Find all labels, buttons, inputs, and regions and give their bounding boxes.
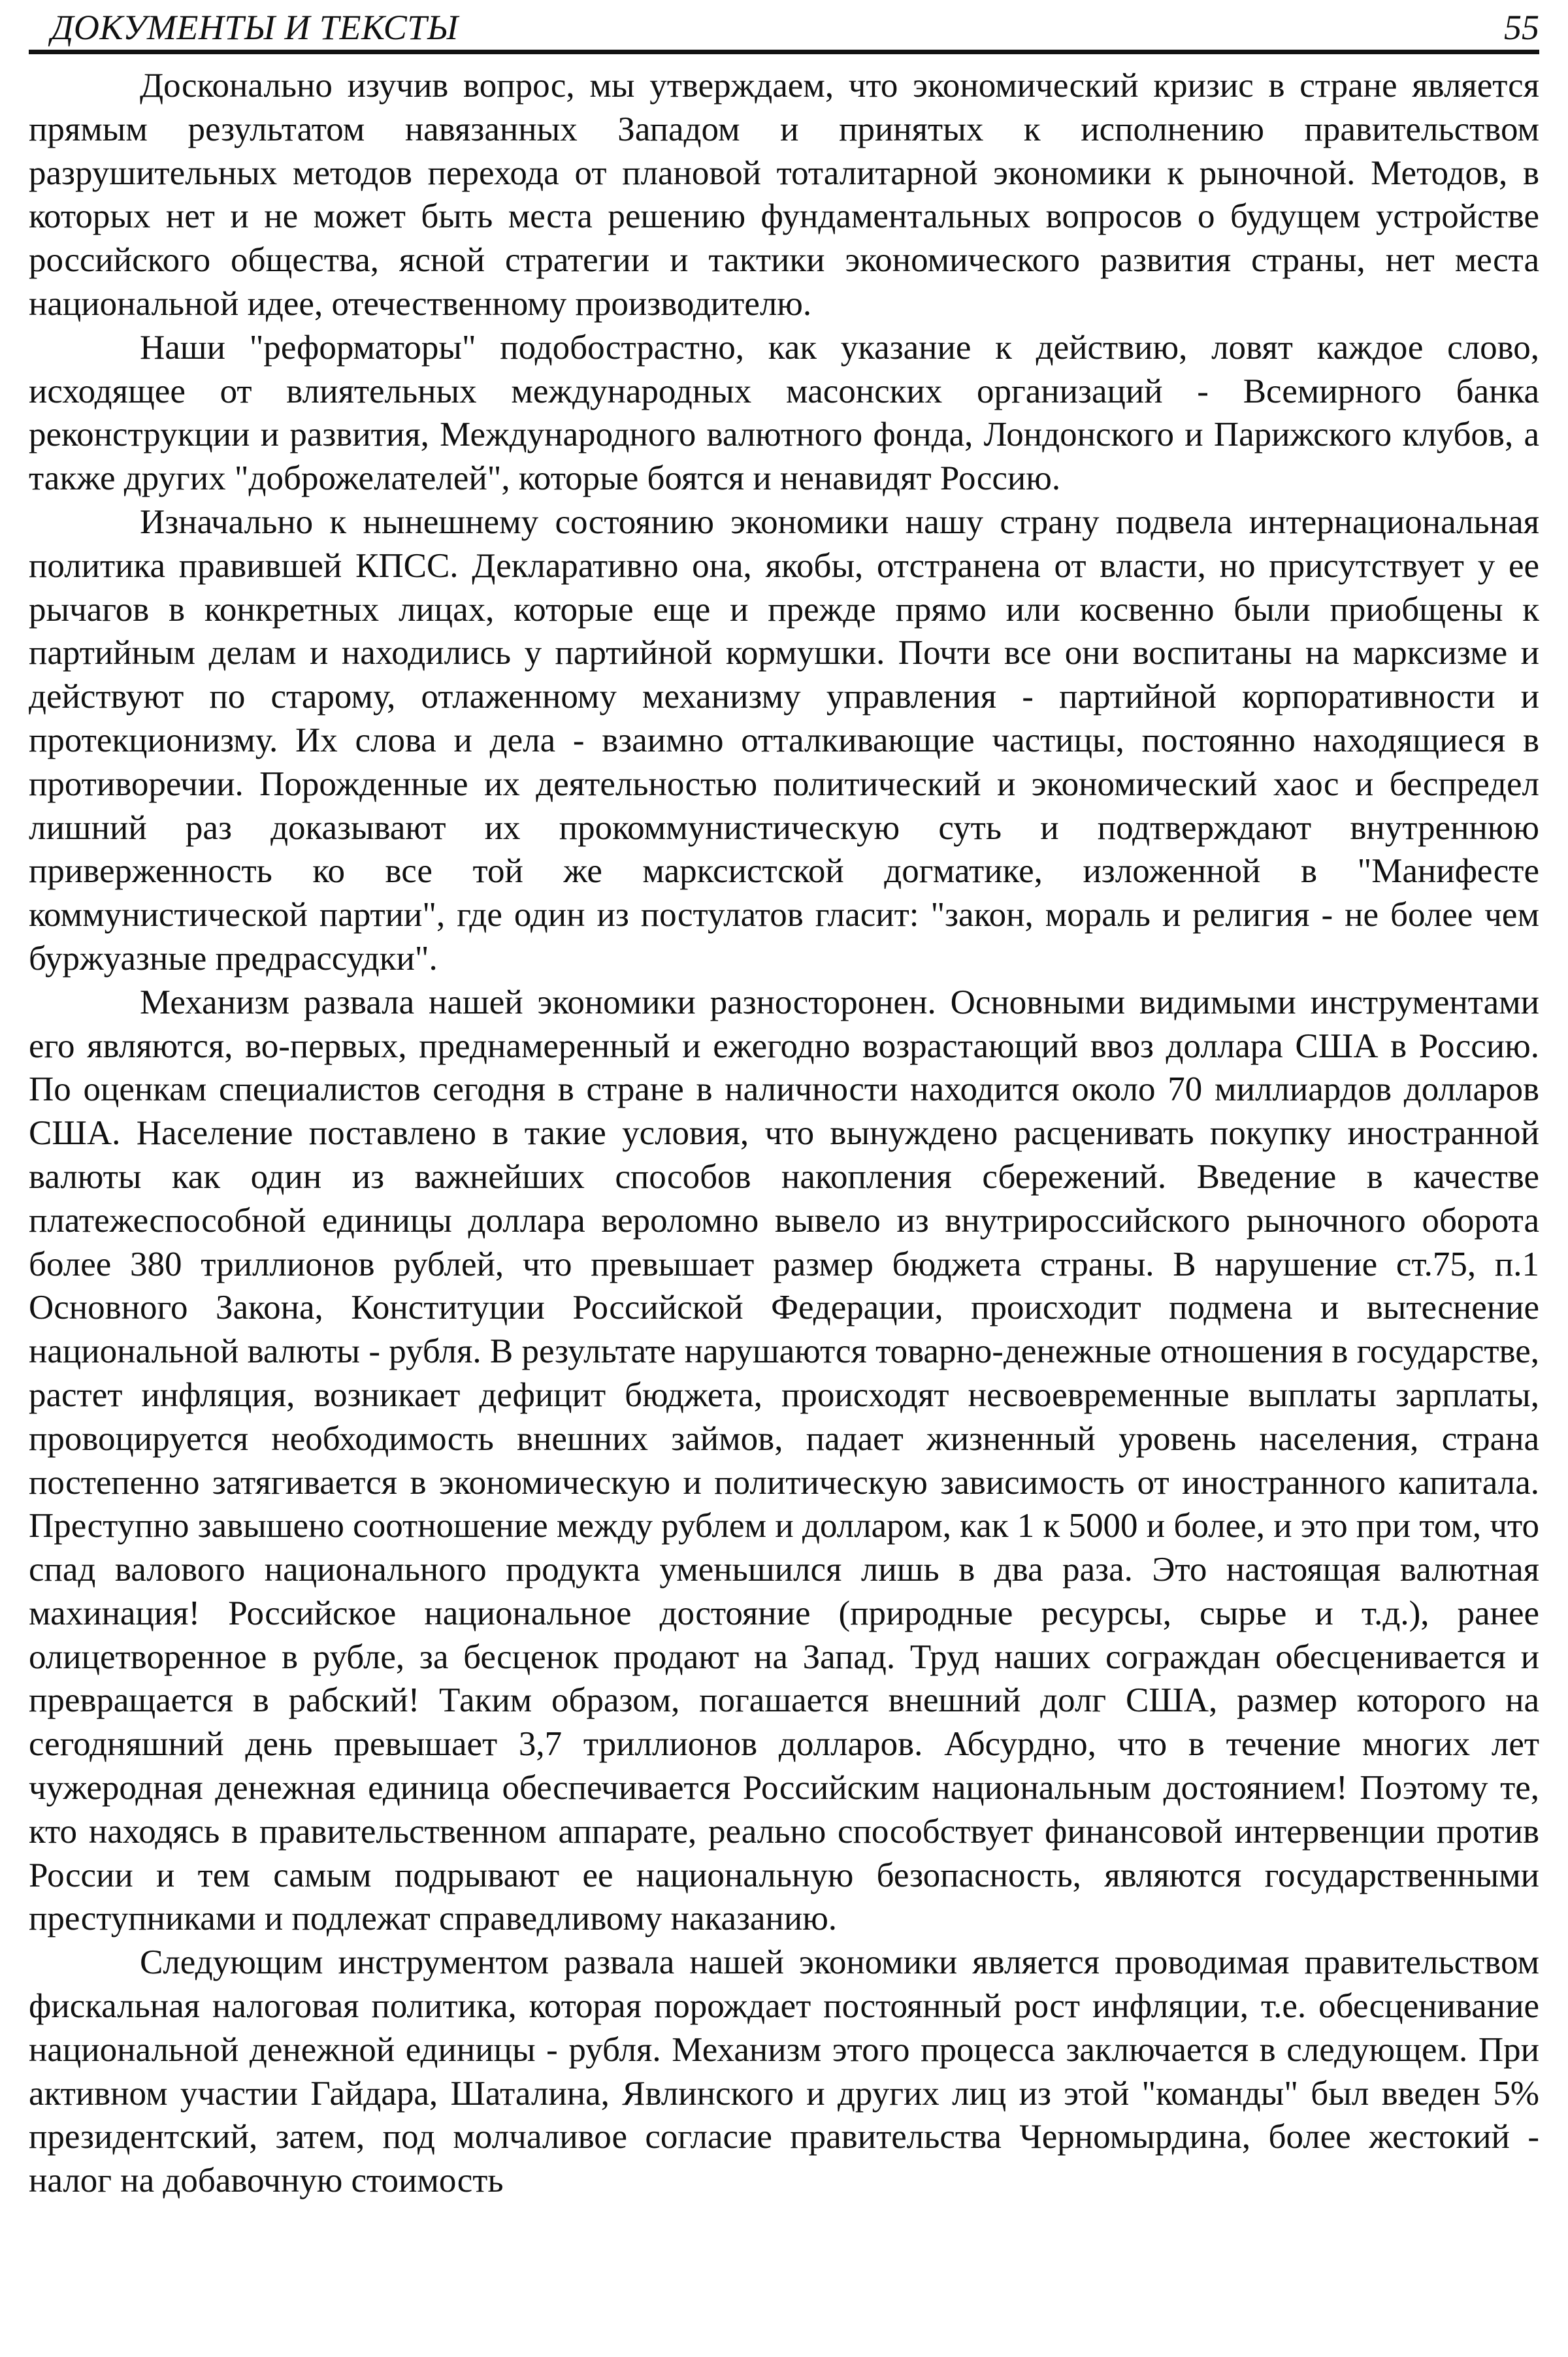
section-title: ДОКУМЕНТЫ И ТЕКСТЫ	[51, 8, 459, 47]
paragraph: Наши "реформаторы" подобострастно, как указание к действию, ловят каждое слово, исходящее от влиятельных международных масонских организаций - Всемирного банка реконструкции и развития, Международного валютного фонда, Лондонского и Парижского клубов, а также других "доброжелателей", которые боятся и ненавидят Россию.	[29, 328, 1539, 498]
body-text	[29, 64, 1539, 2203]
running-header	[51, 5, 1539, 51]
paragraph: Следующим инструментом развала нашей экономики является проводимая правительством фискальная налоговая политика, которая порождает постоянный рост инфляции, т.е. обесценивание национальной денежной единицы - рубля. Механизм этого процесса заключается в следующем. При активном участии Гайдара, Шаталина, Явлинского и других лиц из этой "команды" был введен 5% президентский, затем, под молчаливое согласие правительства Черномырдина, более жестокий - налог на добавочную стоимость	[29, 1943, 1539, 2200]
paragraph: Досконально изучив вопрос, мы утверждаем, что экономический кризис в стране является прямым результатом навязанных Западом и принятых к исполнению правительством разрушительных методов перехода от плановой тоталитарной экономики к рыночной. Методов, в которых нет и не может быть места решению фундаментальных вопросов о будущем устройстве российского общества, ясной стратегии и тактики экономического развития страны, нет места национальной идее, отечественному производителю.	[29, 67, 1539, 323]
page-number: 55	[1504, 8, 1539, 47]
header-rule	[29, 50, 1539, 54]
paragraph: Механизм развала нашей экономики разносторонен. Основными видимыми инструментами его являются, во-первых, преднамеренный и ежегодно возрастающий ввоз доллара США в Россию. По оценкам специалистов сегодня в стране в наличности находится около 70 миллиардов долларов США. Население поставлено в такие условия, что вынуждено расценивать покупку иностранной валюты как один из важнейших способов накопления сбережений. Введение в качестве платежеспособной единицы доллара вероломно вывело из внутрироссийского рыночного оборота более 380 триллионов рублей, что превышает размер бюджета страны. В нарушение ст.75, п.1 Основного Закона, Конституции Российской Федерации, происходит подмена и вытеснение национальной валюты - рубля. В результате нарушаются товарно-денежные отношения в государстве, растет инфляция, возникает дефицит бюджета, происходят несвоевременные выплаты зарплаты, провоцируется необходимость внешних займов, падает жизненный уровень населения, страна постепенно затягивается в экономическую и политическую зависимость от иностранного капитала. Преступно завышено соотношение между рублем и долларом, как 1 к 5000 и более, и это при том, что спад валового национального продукта уменьшился лишь в два раза. Это настоящая валютная махинация! Российское национальное достояние (природные ресурсы, сырье и т.д.), ранее олицетворенное в рубле, за бесценок продают на Запад. Труд наших сограждан обесценивается и превращается в рабский! Таким образом, погашается внешний долг США, размер которого на сегодняшний день превышает 3,7 триллионов долларов. Абсурдно, что в течение многих лет чужеродная денежная единица обеспечивается Российским национальным достоянием! Поэтому те, кто находясь в правительственном аппарате, реально способствует финансовой интервенции против России и тем самым подрывают ее национальную безопасность, являются государственными преступниками и подлежат справедливому наказанию.	[29, 983, 1539, 1938]
paragraph: Изначально к нынешнему состоянию экономики нашу страну подвела интернациональная политика правившей КПСС. Декларативно она, якобы, отстранена от власти, но присутствует у ее рычагов в конкретных лицах, которые еще и прежде прямо или косвенно были приобщены к партийным делам и находились у партийной кормушки. Почти все они воспитаны на марксизме и действуют по старому, отлаженному механизму управления - партийной корпоративности и протекционизму. Их слова и дела - взаимно отталкивающие частицы, постоянно находящиеся в противоречии. Порожденные их деятельностью политический и экономический хаос и беспредел лишний раз доказывают их прокоммунистическую суть и подтверждают внутреннюю приверженность ко все той же марксистской догматике, изложенной в "Манифесте коммунистической партии", где один из постулатов гласит: "закон, мораль и религия - не более чем буржуазные предрассудки".	[29, 503, 1539, 978]
